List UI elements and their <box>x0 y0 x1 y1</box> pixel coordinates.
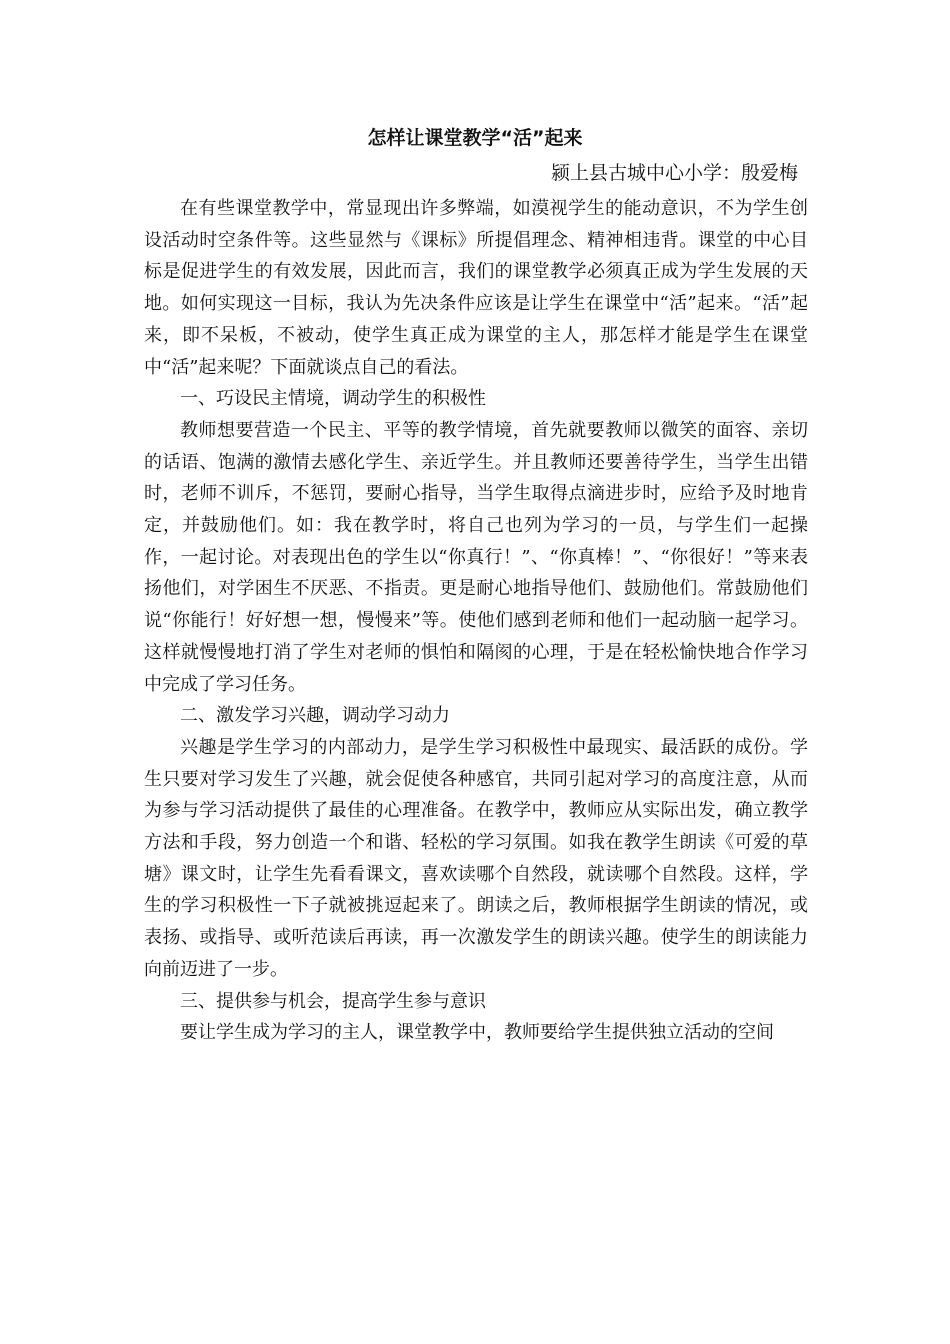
document-author: 颍上县古城中心小学：殷爱梅 <box>550 162 798 184</box>
section-heading-2: 二、激发学习兴趣，调动学习动力 <box>180 705 450 727</box>
document-title: 怎样让课堂教学“活”起来 <box>367 127 583 149</box>
paragraph-section-3: 要让学生成为学习的主人，课堂教学中，教师要给学生提供独立活动的空间 <box>180 1022 774 1044</box>
paragraph-section-1: 教师想要营造一个民主、平等的教学情境，首先就要教师以微笑的面容、亲切的话语、饱满的激情去感化学生、亲近学生。并且教师还要善待学生，当学生出错时，老师不训斥，不惩罚，要耐心指导，当学生取得点滴进步时，应给予及时地肯定，并鼓励他们。如：我在教学时，将自己也列为学习的一员，与学生们一起操作，一起讨论。对表现出色的学生以“你真行！”、“你真棒！”、“你很好！”等来表扬他们，对学困生不厌恶、不指责。更是耐心地指导他们、鼓励他们。常鼓励他们说“你能行！好好想一想，慢慢来”等。使他们感到老师和他们一起动脑一起学习。这样就慢慢地打消了学生对老师的惧怕和隔阂的心理，于是在轻松愉快地合作学习中完成了学习任务。 <box>144 419 808 695</box>
document-body <box>144 193 808 1049</box>
section-heading-1: 一、巧设民主情境，调动学生的积极性 <box>180 388 486 410</box>
paragraph-section-2: 兴趣是学生学习的内部动力，是学生学习积极性中最现实、最活跃的成份。学生只要对学习发生了兴趣，就会促使各种感官，共同引起对学习的高度注意，从而为参与学习活动提供了最佳的心理准备。在教学中，教师应从实际出发，确立教学方法和手段，努力创造一个和谐、轻松的学习氛围。如我在教学生朗读《可爱的草塘》课文时，让学生先看看课文，喜欢读哪个自然段，就读哪个自然段。这样，学生的学习积极性一下子就被挑逗起来了。朗读之后，教师根据学生朗读的情况，或表扬、或指导、或听范读后再读，再一次激发学生的朗读兴趣。使学生的朗读能力向前迈进了一步。 <box>144 736 808 980</box>
section-heading-3: 三、提供参与机会，提高学生参与意识 <box>180 990 486 1012</box>
paragraph-intro: 在有些课堂教学中，常显现出许多弊端，如漠视学生的能动意识，不为学生创设活动时空条件等。这些显然与《课标》所提倡理念、精神相违背。课堂的中心目标是促进学生的有效发展，因此而言，我们的课堂教学必须真正成为学生发展的天地。如何实现这一目标，我认为先决条件应该是让学生在课堂中“活”起来。“活”起来，即不呆板，不被动，使学生真正成为课堂的主人，那怎样才能是学生在课堂中“活”起来呢？下面就谈点自己的看法。 <box>144 198 808 378</box>
